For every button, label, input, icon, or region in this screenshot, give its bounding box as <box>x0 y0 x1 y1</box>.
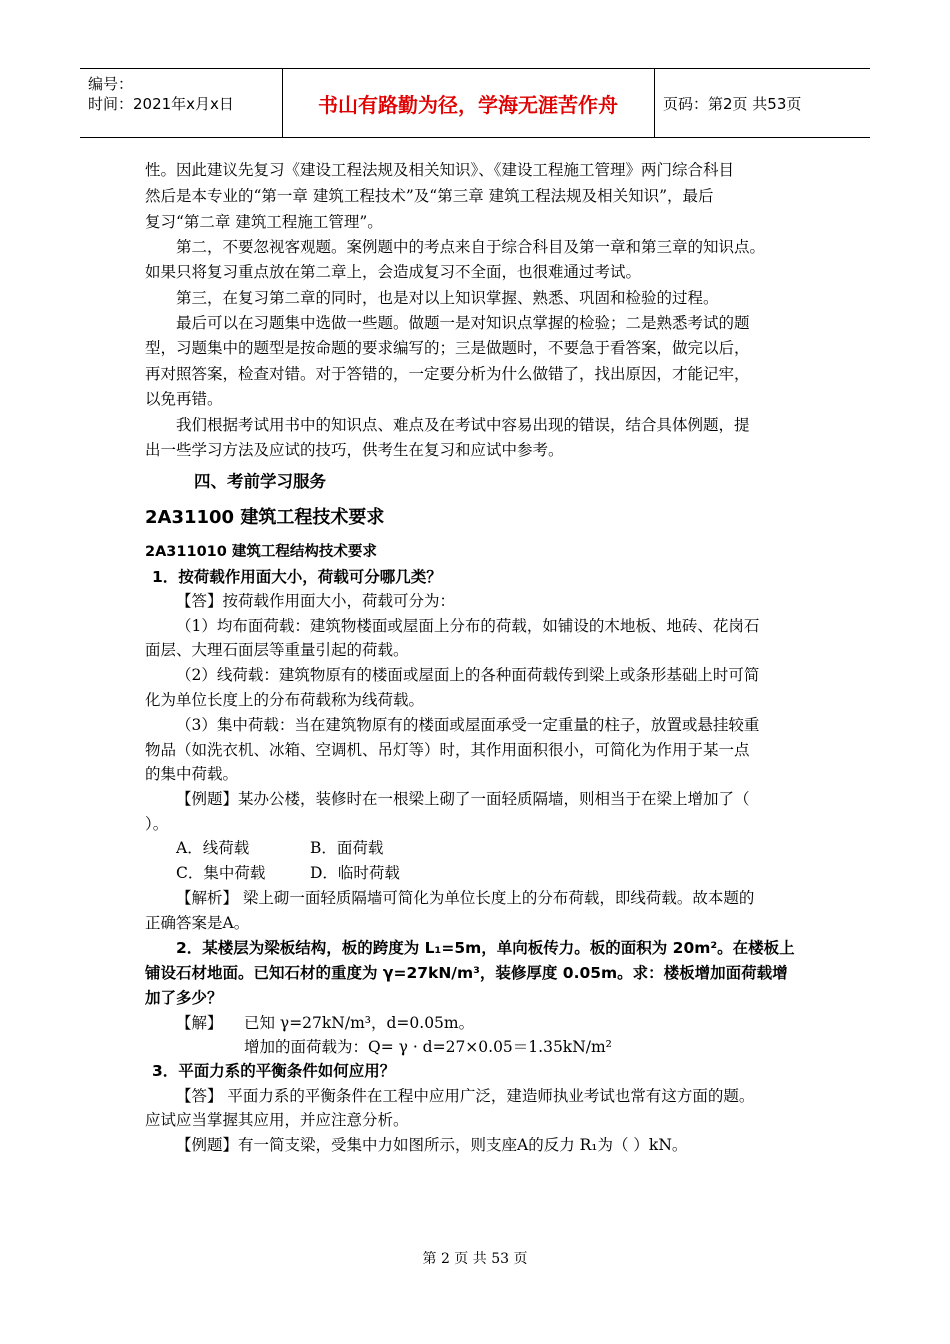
paragraph-line: 复习“第二章 建筑工程施工管理”。 <box>145 213 383 231</box>
example-line: 【例题】有一简支梁，受集中力如图所示，则支座A的反力 R₁为（ ）kN。 <box>176 1136 688 1154</box>
paragraph-line: 第三，在复习第二章的同时，也是对以上知识掌握、熟悉、巩固和检验的过程。 <box>176 289 719 307</box>
header-motto: 书山有路勤为径，学海无涯苦作舟 <box>282 69 655 137</box>
question-2: 铺设石材地面。已知石材的重度为 γ=27kN/m³，装修厚度 0.05m。求：楼板增加面荷载增 <box>145 964 788 982</box>
option-c: C．集中荷载 <box>176 864 266 882</box>
paragraph-line: 型，习题集中的题型是按命题的要求编写的；三是做题时，不要急于看答案，做完以后， <box>145 339 750 357</box>
option-d: D．临时荷载 <box>310 864 400 882</box>
question-3: 3．平面力系的平衡条件如何应用？ <box>152 1062 396 1080</box>
header-page-label: 页码：第2页 共53页 <box>663 95 802 113</box>
answer-line: （2）线荷载：建筑物原有的楼面或屋面上的各种面荷载传到梁上或条形基础上时可简 <box>176 666 760 684</box>
example-line: ）。 <box>145 815 169 833</box>
section-heading: 四、考前学习服务 <box>194 472 326 491</box>
answer-line: （1）均布面荷载：建筑物楼面或屋面上分布的荷载，如铺设的木地板、地砖、花岗石 <box>176 617 760 635</box>
answer-line: 化为单位长度上的分布荷载称为线荷载。 <box>145 691 425 709</box>
paragraph-line: 出一些学习方法及应试的技巧，供考生在复习和应试中参考。 <box>145 441 564 459</box>
solution-line: 增加的面荷载为：Q= γ · d=27×0.05＝1.35kN/m² <box>244 1038 612 1056</box>
solution-line: 已知 γ=27kN/m³，d=0.05m。 <box>244 1014 475 1032</box>
option-b: B．面荷载 <box>310 839 384 857</box>
answer-line: 面层、大理石面层等重量引起的荷载。 <box>145 641 409 659</box>
paragraph-line: 以免再错。 <box>145 390 223 408</box>
answer-line: 【答】 平面力系的平衡条件在工程中应用广泛，建造师执业考试也常有这方面的题。 <box>176 1087 755 1105</box>
number-label: 编号： <box>88 75 134 93</box>
solution-label: 【解】 <box>176 1014 223 1032</box>
subsection-heading: 2A311010 建筑工程结构技术要求 <box>145 544 377 560</box>
paragraph-line: 第二，不要忽视客观题。案例题中的考点来自于综合科目及第一章和第三章的知识点。 <box>176 238 766 256</box>
time-label: 时间：2021年x月x日 <box>88 95 234 113</box>
paragraph-line: 最后可以在习题集中选做一些题。做题一是对知识点掌握的检验；二是熟悉考试的题 <box>176 314 750 332</box>
page-header <box>80 68 870 138</box>
question-2: 2．某楼层为梁板结构，板的跨度为 L₁=5m，单向板传力。板的面积为 20m²。在楼板上 <box>176 939 795 957</box>
question-2: 加了多少？ <box>145 989 223 1007</box>
paragraph-line: 如果只将复习重点放在第二章上，会造成复习不全面，也很难通过考试。 <box>145 263 642 281</box>
question-1: 1．按荷载作用面大小，荷载可分哪几类？ <box>152 568 442 586</box>
paragraph-line: 然后是本专业的“第一章 建筑工程技术”及“第三章 建筑工程法规及相关知识”，最后 <box>145 187 714 205</box>
example-line: 【例题】某办公楼，装修时在一根梁上砌了一面轻质隔墙，则相当于在梁上增加了（ <box>176 790 750 808</box>
answer-line: 应试应当掌握其应用，并应注意分析。 <box>145 1111 409 1129</box>
answer-line: 【答】按荷载作用面大小，荷载可分为： <box>176 592 456 610</box>
page-footer: 第 2 页 共 53 页 <box>422 1251 528 1267</box>
analysis-line: 正确答案是A。 <box>145 914 250 932</box>
answer-line: （3）集中荷载：当在建筑物原有的楼面或屋面承受一定重量的柱子，放置或悬挂较重 <box>176 716 760 734</box>
paragraph-line: 我们根据考试用书中的知识点、难点及在考试中容易出现的错误，结合具体例题，提 <box>176 416 750 434</box>
option-a: A．线荷载 <box>176 839 250 857</box>
paragraph-line: 性。因此建议先复习《建设工程法规及相关知识》、《建设工程施工管理》两门综合科目 <box>145 161 735 179</box>
paragraph-line: 再对照答案，检查对错。对于答错的，一定要分析为什么做错了，找出原因，才能记牢， <box>145 365 750 383</box>
analysis-line: 【解析】 梁上砌一面轻质隔墙可简化为单位长度上的分布荷载，即线荷载。故本题的 <box>176 889 755 907</box>
header-meta <box>80 69 283 137</box>
answer-line: 的集中荷载。 <box>145 765 239 783</box>
chapter-heading: 2A31100 建筑工程技术要求 <box>145 507 385 528</box>
answer-line: 物品（如洗衣机、冰箱、空调机、吊灯等）时，其作用面积很小，可简化为作用于某一点 <box>145 741 750 759</box>
